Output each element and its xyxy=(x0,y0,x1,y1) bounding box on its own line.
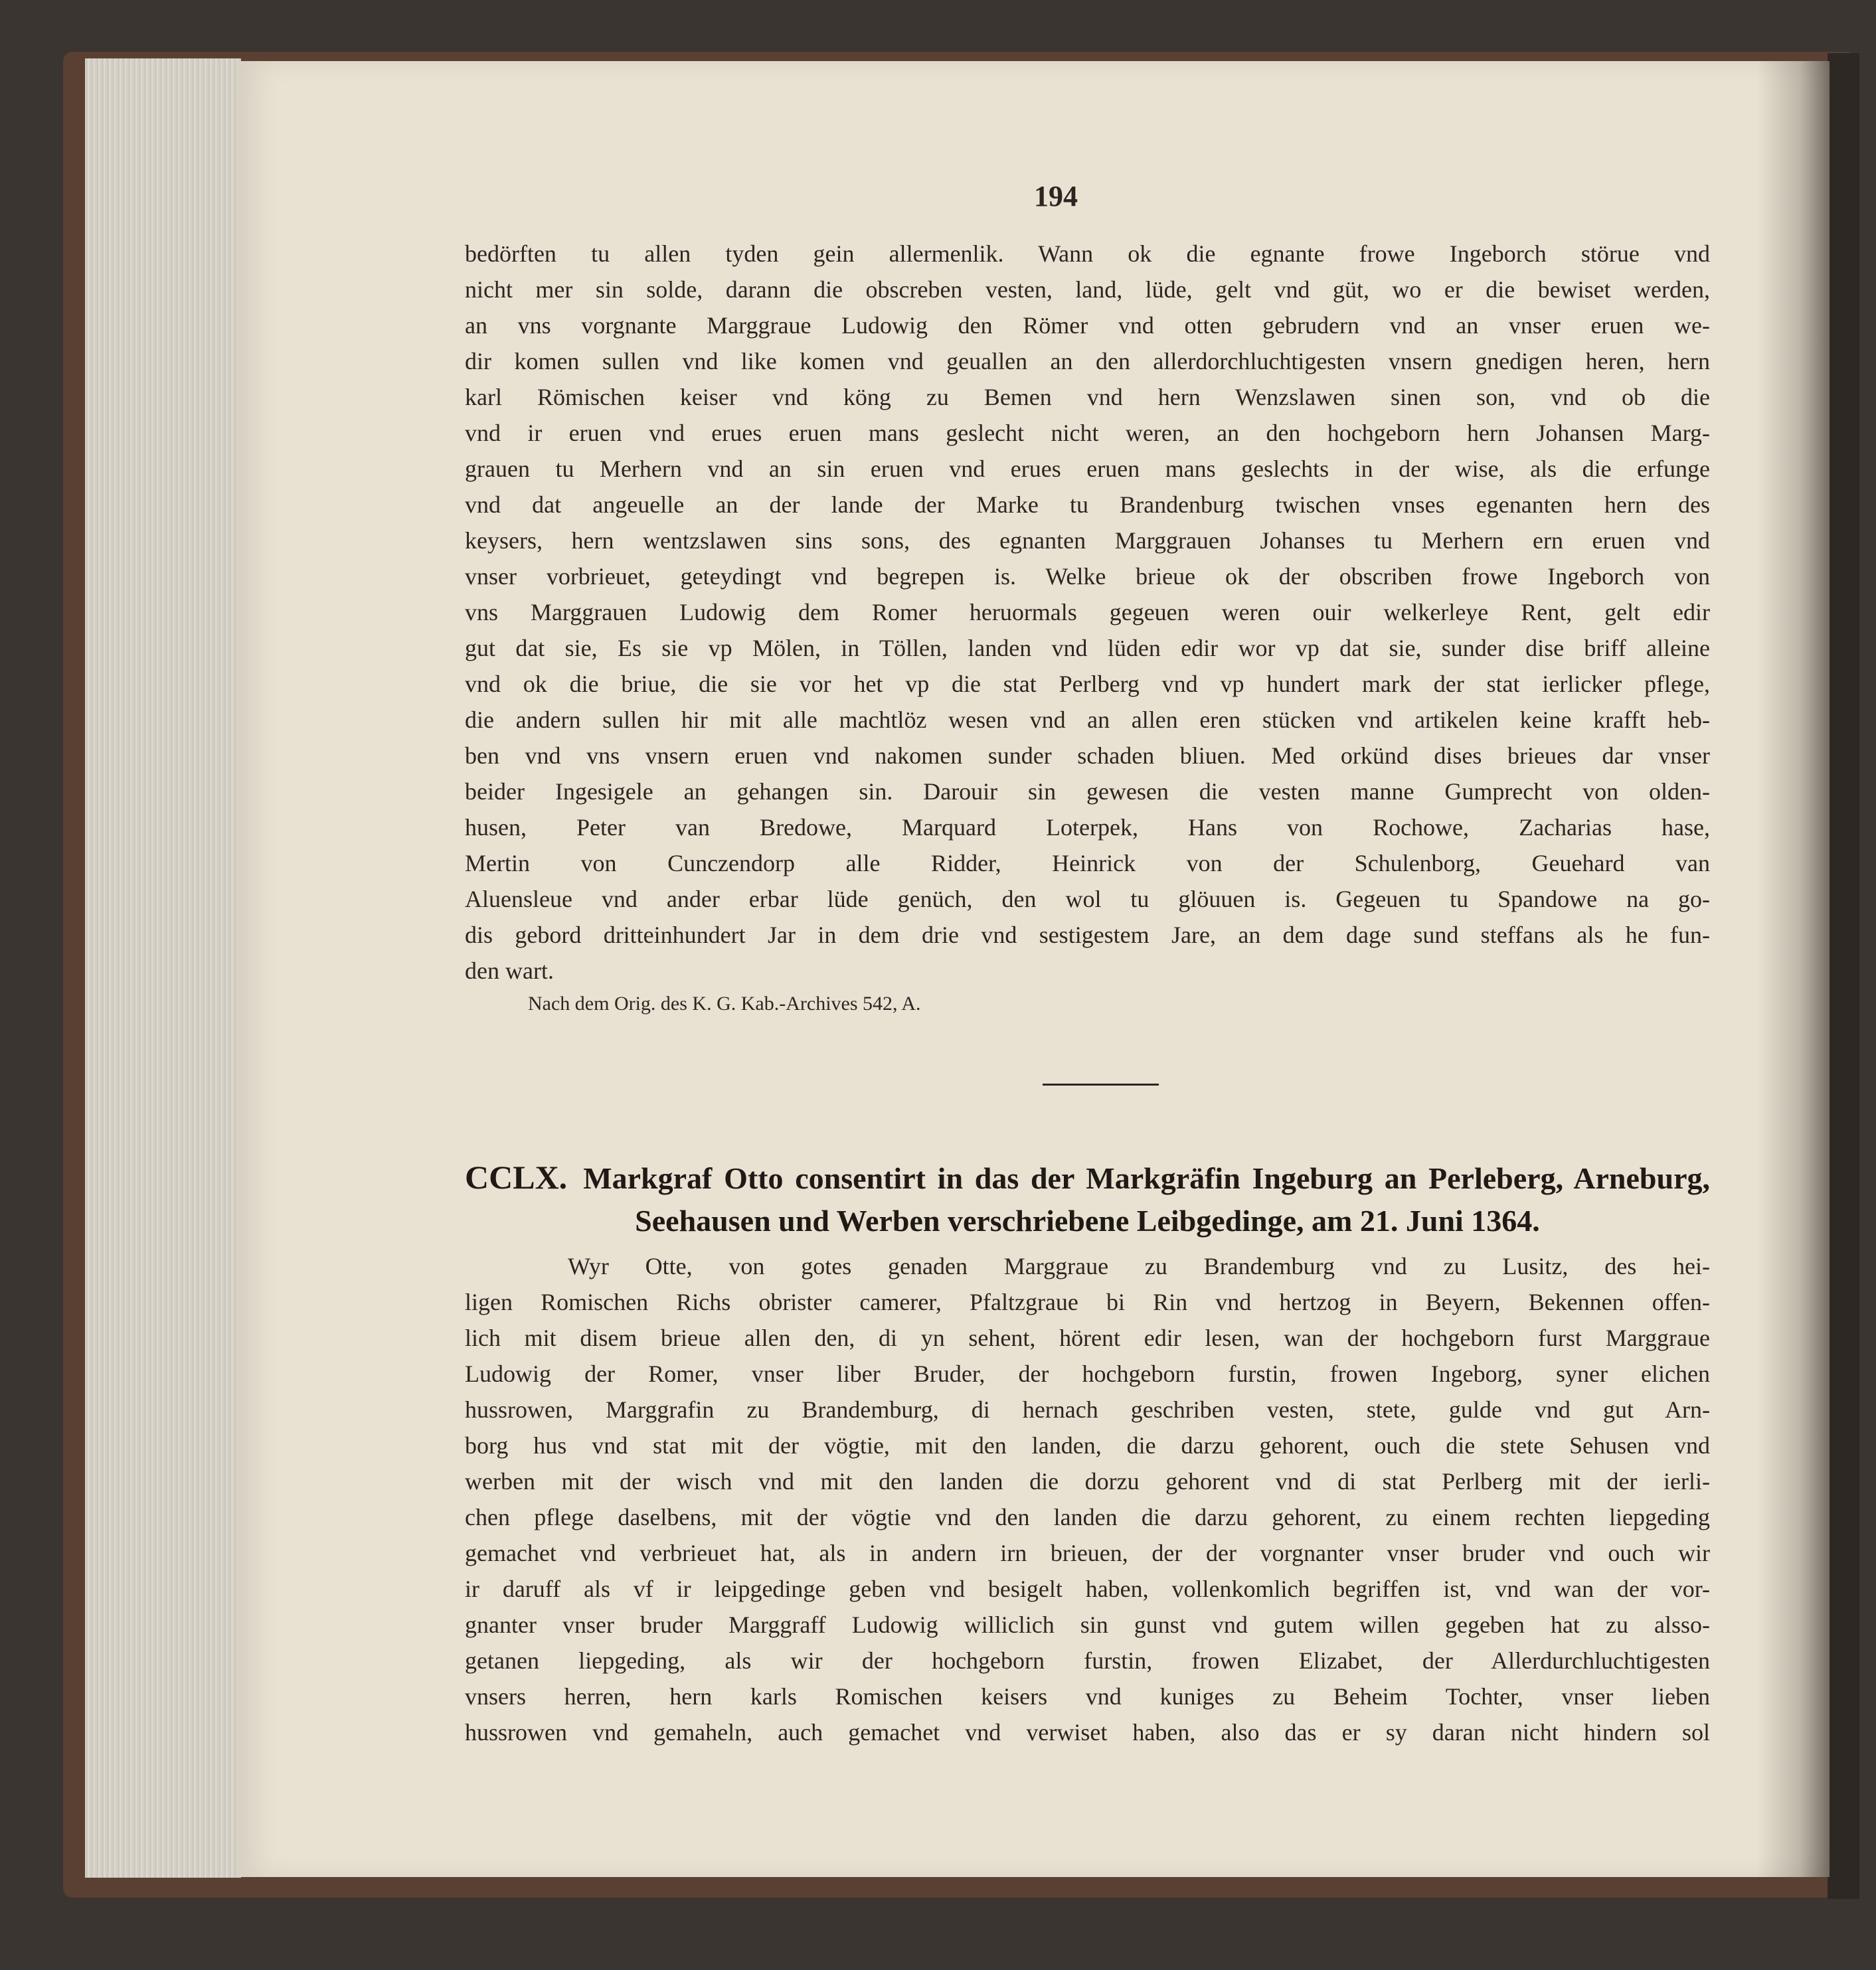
text-line: karl Römischen keiser vnd köng zu Bemen vnd hern Wenzslawen sinen son, vnd ob die xyxy=(465,384,1710,410)
text-line: ir daruff als vf ir leipgedinge geben vnd besigelt haben, vollenkomlich begriffen ist, vnd wan der vor- xyxy=(465,1576,1710,1602)
text-line: vnsers herren, hern karls Romischen keisers vnd kuniges zu Beheim Tochter, vnser lieben xyxy=(465,1683,1710,1710)
text-line: chen pflege daselbens, mit der vögtie vnd den landen die darzu gehorent, zu einem rechten liepgeding xyxy=(465,1504,1710,1530)
text-line: gut dat sie, Es sie vp Mölen, in Töllen, landen vnd lüden edir wor vp dat sie, sunder dise briff alleine xyxy=(465,635,1710,661)
text-line: ligen Romischen Richs obrister camerer, Pfaltzgraue bi Rin vnd hertzog in Beyern, Bekennen offen- xyxy=(465,1289,1710,1315)
text-line: vns Marggrauen Ludowig dem Romer heruormals gegeuen weren ouir welkerleye Rent, gelt edir xyxy=(465,599,1710,625)
spine-shadow xyxy=(1756,61,1830,1877)
text-line: Mertin von Cunczendorp alle Ridder, Heinrick von der Schulenborg, Geuehard van xyxy=(465,850,1710,876)
document-number: CCLX. xyxy=(465,1159,568,1196)
text-line: Aluensleue vnd ander erbar lüde genüch, den wol tu glöuuen is. Gegeuen tu Spandowe na go- xyxy=(465,886,1710,912)
text-line: nicht mer sin solde, darann die obscreben vesten, land, lüde, gelt vnd güt, wo er die bewiset werden, xyxy=(465,276,1710,303)
text-line: den wart. xyxy=(465,957,554,984)
document-heading xyxy=(465,1155,1710,1243)
text-line: hussrowen vnd gemaheln, auch gemachet vnd verwiset haben, also das er sy daran nicht hindern sol xyxy=(465,1719,1710,1746)
text-line: borg hus vnd stat mit der vögtie, mit den landen, die darzu gehorent, ouch die stete Sehusen vnd xyxy=(465,1432,1710,1459)
text-line: gemachet vnd verbrieuet hat, als in andern irn brieuen, der der vorgnanter vnser bruder vnd ouch wir xyxy=(465,1540,1710,1566)
section-divider xyxy=(1043,1084,1159,1086)
text-line: Wyr Otte, von gotes genaden Marggraue zu Brandemburg vnd zu Lusitz, des hei- xyxy=(568,1253,1710,1279)
heading-line-2: Seehausen und Werben verschriebene Leibgedinge, am 21. Juni 1364. xyxy=(635,1204,1540,1238)
page-number: 194 xyxy=(1034,180,1078,212)
text-line: hussrowen, Marggrafin zu Brandemburg, di hernach geschriben vesten, stete, gulde vnd gut Arn- xyxy=(465,1396,1710,1423)
facing-page-edge xyxy=(1828,53,1859,1899)
text-line: vnd ir eruen vnd erues eruen mans geslecht nicht weren, an den hochgeborn hern Johansen Marg- xyxy=(465,420,1710,446)
text-line: werben mit der wisch vnd mit den landen die dorzu gehorent vnd di stat Perlberg mit der ierli- xyxy=(465,1468,1710,1495)
text-line: vnd ok die briue, die sie vor het vp die stat Perlberg vnd vp hundert mark der stat ierlicker pflege, xyxy=(465,671,1710,697)
text-line: dis gebord dritteinhundert Jar in dem drie vnd sestigestem Jare, an dem dage sund steffans als he fun- xyxy=(465,922,1710,948)
top-paragraph xyxy=(465,236,1710,989)
text-line: die andern sullen hir mit alle machtlöz wesen vnd an allen eren stücken vnd artikelen keine krafft heb- xyxy=(465,706,1710,733)
heading-text-1: Markgraf Otto consentirt in das der Markgräfin Ingeburg an Perleberg, Arneburg, xyxy=(583,1161,1710,1195)
text-line: husen, Peter van Bredowe, Marquard Loterpek, Hans von Rochowe, Zacharias hase, xyxy=(465,814,1710,841)
text-line: vnd dat angeuelle an der lande der Marke tu Brandenburg twischen vnses egenanten hern des xyxy=(465,491,1710,518)
text-line: getanen liepgeding, als wir der hochgeborn furstin, frowen Elizabet, der Allerdurchluchtigesten xyxy=(465,1647,1710,1674)
bottom-paragraph xyxy=(465,1248,1710,1750)
text-line: ben vnd vns vnsern eruen vnd nakomen sunder schaden bliuen. Med orkünd dises brieues dar vnser xyxy=(465,742,1710,769)
page-edges xyxy=(85,58,241,1878)
text-line: Ludowig der Romer, vnser liber Bruder, der hochgeborn furstin, frowen Ingeborg, syner elichen xyxy=(465,1360,1710,1387)
text-line: lich mit disem brieue allen den, di yn sehent, hörent edir lesen, wan der hochgeborn furst Marggraue xyxy=(465,1325,1710,1351)
text-line: bedörften tu allen tyden gein allermenlik. Wann ok die egnante frowe Ingeborch störue vnd xyxy=(465,240,1710,267)
text-line: beider Ingesigele an gehangen sin. Darouir sin gewesen die vesten manne Gumprecht von olden- xyxy=(465,778,1710,805)
text-line: an vns vorgnante Marggraue Ludowig den Römer vnd otten gebrudern vnd an vnser eruen we- xyxy=(465,312,1710,339)
heading-line-1 xyxy=(465,1155,1710,1199)
text-line: vnser vorbrieuet, geteydingt vnd begrepen is. Welke brieue ok der obscriben frowe Ingeborch von xyxy=(465,563,1710,590)
source-note: Nach dem Orig. des K. G. Kab.-Archives 542, A. xyxy=(528,993,921,1015)
text-line: dir komen sullen vnd like komen vnd geuallen an den allerdorchluchtigesten vnsern gnedigen heren, hern xyxy=(465,348,1710,374)
text-line: keysers, hern wentzslawen sins sons, des egnanten Marggrauen Johanses tu Merhern ern eruen vnd xyxy=(465,527,1710,554)
text-line: grauen tu Merhern vnd an sin eruen vnd erues eruen mans geslechts in der wise, als die erfunge xyxy=(465,455,1710,482)
text-line: gnanter vnser bruder Marggraff Ludowig williclich sin gunst vnd gutem willen gegeben hat zu alsso- xyxy=(465,1611,1710,1638)
